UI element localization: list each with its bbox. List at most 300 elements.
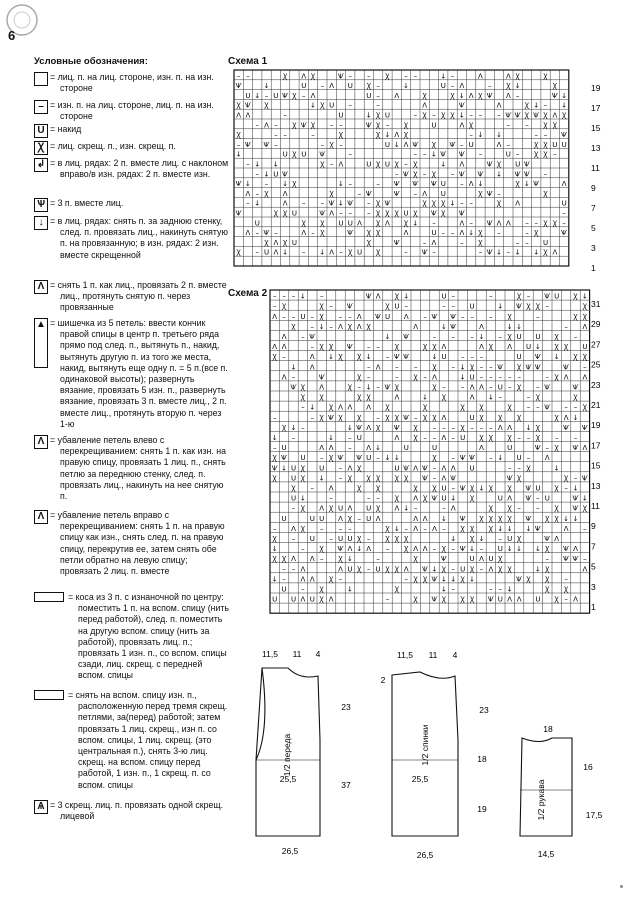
scheme2-grid-cell-symbol: Ꭓ	[300, 524, 306, 533]
scheme1-grid-cell-symbol: –	[497, 229, 501, 238]
scheme1-grid-cell-symbol: Ꭓ	[375, 209, 381, 218]
scheme1-grid-cell-symbol: ↓	[254, 91, 261, 100]
scheme2-grid-cell-symbol: –	[366, 535, 371, 543]
scheme2-grid-cell-symbol: –	[498, 585, 503, 594]
legend-symbol: Ꭓ	[34, 141, 48, 155]
scheme2-grid-cell-symbol: –	[376, 343, 380, 352]
scheme1-grid-cell-symbol: ↓	[365, 111, 372, 120]
scheme2-grid-cell-symbol: ↓	[497, 302, 504, 311]
scheme2-grid-cell-symbol: Ꭓ	[366, 393, 371, 402]
scheme2-grid-cell-symbol: Ꭓ	[328, 504, 334, 513]
scheme1-grid-cell-symbol: Ѱ	[421, 248, 428, 257]
scheme2-grid-cell-symbol: Ꭓ	[422, 413, 428, 422]
scheme2-grid-cell-symbol: Λ	[338, 322, 343, 331]
scheme1-grid-cell-symbol: Ꭓ	[543, 219, 548, 228]
scheme1-grid-cell-symbol: Λ	[329, 248, 335, 257]
scheme2-grid-cell-symbol: ↓	[309, 403, 316, 412]
scheme1-grid-cell-symbol: Λ	[515, 199, 521, 208]
scheme1-grid-cell-symbol: ↓	[496, 248, 502, 257]
scheme2-grid-cell-symbol: –	[479, 545, 484, 554]
scheme2-grid-cell-symbol: –	[338, 575, 343, 584]
scheme1-grid-cell-symbol: Ѱ	[235, 209, 242, 218]
scheme1-grid-cell-symbol: –	[506, 140, 511, 149]
scheme2-grid-cell-symbol: Ꭓ	[319, 595, 324, 604]
scheme2-grid-cell-symbol: Ꭓ	[328, 343, 334, 352]
scheme2-grid-cell-symbol: ↓	[271, 545, 278, 554]
scheme2-grid-cell-symbol: –	[479, 373, 484, 382]
scheme2-grid-cell-symbol: ↓	[506, 322, 513, 331]
scheme1-grid-cell-symbol: –	[367, 72, 371, 81]
scheme1-grid-cell-symbol: Ꭓ	[431, 170, 437, 179]
scheme2-grid-cell-symbol: Λ	[563, 413, 569, 422]
page-number: 6	[8, 28, 16, 43]
scheme1-grid-cell-symbol: Ꭓ	[413, 160, 418, 169]
scheme2-grid-cell-symbol: Ѱ	[459, 545, 466, 554]
scheme1-grid-cell-symbol: –	[339, 140, 343, 149]
scheme2-grid-cell-symbol: Ꭓ	[535, 434, 541, 442]
scheme2-grid-cell-symbol: Ꭓ	[479, 413, 484, 422]
scheme2-grid-cell-symbol: Ꭓ	[460, 575, 465, 584]
scheme2-grid-cell-symbol: –	[451, 585, 456, 594]
scheme2-grid-cell-symbol: Ꭓ	[488, 343, 494, 352]
scheme2-title: Схема 2	[228, 288, 268, 299]
scheme1-grid-cell-symbol: Ѱ	[440, 150, 447, 159]
scheme2-grid-cell-symbol: Λ	[300, 575, 306, 584]
scheme1-grid-cell-symbol: –	[525, 229, 529, 238]
scheme2-grid-cell-symbol: Ꭓ	[498, 565, 503, 574]
scheme2-grid-cell-symbol: Ꭓ	[300, 504, 306, 513]
scheme2-grid-cell-symbol: Ꭓ	[545, 545, 550, 554]
scheme2-grid-cell-symbol: Ꭓ	[347, 383, 353, 392]
scheme2-grid-cell-symbol: ↓	[450, 494, 457, 503]
scheme1-grid-cell-symbol: ↓	[533, 248, 540, 257]
scheme2-grid-cell-symbol: Ѱ	[403, 353, 410, 362]
scheme1-grid-cell-symbol: –	[497, 189, 501, 198]
scheme2-grid-cell-symbol: –	[366, 494, 371, 503]
scheme2-grid-cell-symbol: Ѱ	[581, 474, 588, 483]
scheme2-grid-cell-symbol: Ꭓ	[366, 322, 371, 331]
scheme2-grid-cell-symbol: –	[451, 302, 456, 311]
scheme2-grid-cell-symbol: Λ	[479, 343, 484, 352]
scheme1-grid-cell-symbol: Ѱ	[337, 72, 344, 81]
scheme2-grid-cell-symbol: ↓	[356, 545, 363, 554]
scheme1-grid-cell-symbol: –	[274, 121, 278, 130]
scheme1-grid-cell-symbol: Ꭓ	[282, 238, 288, 247]
scheme1-title: Схема 1	[228, 56, 268, 67]
scheme1-grid-cell-symbol: –	[367, 209, 371, 218]
scheme2-grid-cell-symbol: Λ	[375, 292, 381, 301]
scheme1-grid-cell-symbol: U	[384, 140, 391, 149]
scheme2-grid-cell-symbol: –	[489, 383, 493, 392]
scheme2-grid-cell-symbol: –	[489, 292, 493, 301]
legend-text: = изн. п. на лиц. стороне, лиц. п. на изн. стороне	[60, 100, 229, 122]
scheme2-grid-cell-symbol: –	[451, 484, 456, 493]
scheme1-grid-cell-symbol: Λ	[459, 160, 465, 169]
scheme1-grid-cell-symbol: Ѱ	[300, 121, 307, 130]
scheme2-grid-cell-symbol: Ꭓ	[469, 524, 475, 533]
scheme2-grid-cell-symbol: –	[507, 373, 512, 382]
scheme2-grid-cell-symbol: –	[479, 363, 484, 372]
scheme1-row-label: 1	[591, 263, 596, 273]
scheme2-grid-cell-symbol: –	[432, 474, 437, 483]
scheme2-grid-cell-symbol: ↓	[299, 494, 306, 503]
scheme1-grid-cell-symbol: Ѱ	[365, 121, 372, 130]
scheme2-grid-cell-symbol: Ѱ	[346, 343, 353, 352]
scheme2-grid-cell-symbol: Ꭓ	[385, 524, 390, 533]
scheme1-grid-cell-symbol: U	[542, 238, 549, 247]
scheme1-row-label: 5	[591, 223, 596, 233]
scheme2-grid-cell-symbol: Λ	[394, 504, 400, 513]
scheme2-grid-cell-symbol: Ꭓ	[272, 535, 277, 543]
scheme2-grid-cell-symbol: U	[525, 343, 532, 352]
scheme2-row-label: 31	[591, 299, 601, 309]
scheme1-grid-cell-symbol: –	[376, 91, 380, 100]
scheme1-grid-cell-symbol: Ѱ	[458, 101, 465, 110]
scheme1-grid-cell-symbol: Ꭓ	[329, 140, 334, 149]
scheme2-grid-cell-symbol: U	[290, 464, 297, 473]
scheme2-grid-cell-symbol: U	[582, 343, 588, 352]
scheme2-grid-cell-symbol: U	[516, 333, 522, 341]
scheme2-grid-cell-symbol: –	[404, 575, 409, 584]
scheme2-grid-cell-symbol: ↓	[506, 585, 513, 594]
scheme2-grid-cell-symbol: U	[441, 484, 447, 493]
scheme2-grid-cell-symbol: –	[319, 292, 324, 301]
scheme2-grid-cell-symbol: Ꭓ	[507, 514, 512, 523]
legend-text: = лиц. п. на лиц. стороне, изн. п. на изн. стороне	[60, 72, 229, 94]
scheme2-grid-cell-symbol: –	[442, 383, 446, 392]
scheme2-grid-cell-symbol: U	[460, 434, 466, 442]
scheme2-grid-cell-symbol: Ꭓ	[441, 393, 447, 402]
scheme2-grid-cell-symbol: –	[272, 413, 277, 422]
scheme2-grid-cell-symbol: –	[310, 413, 315, 422]
scheme2-grid-cell-symbol: Ꭓ	[516, 474, 522, 483]
scheme2-grid-cell-symbol: Ꭓ	[300, 474, 306, 483]
legend-symbol: –	[34, 100, 48, 114]
scheme1-grid-cell-symbol: Ꭓ	[422, 111, 427, 120]
scheme2-grid-cell-symbol: –	[583, 524, 587, 533]
scheme1-grid-cell-symbol: ↓	[458, 91, 465, 100]
scheme1-grid-cell-symbol: –	[543, 131, 548, 140]
scheme2-grid-cell-symbol: ↓	[516, 322, 523, 331]
scheme2-grid-cell-symbol: U	[441, 494, 447, 503]
scheme1-grid-cell-symbol: Ѱ	[244, 101, 251, 110]
scheme2-grid-cell-symbol: Ꭓ	[281, 555, 287, 564]
scheme2-grid-cell-symbol: ↓	[469, 575, 476, 584]
scheme1-grid-cell-symbol: –	[488, 82, 492, 91]
scheme2-grid-cell-symbol: U	[319, 464, 325, 473]
scheme2-grid-cell-symbol: Ѱ	[469, 454, 476, 463]
scheme2-grid-cell-symbol: Ꭓ	[319, 413, 324, 422]
scheme2-grid-cell-symbol: –	[460, 383, 465, 392]
scheme2-grid-cell-symbol: ↓	[478, 535, 485, 543]
scheme2-grid-cell-symbol: –	[536, 504, 540, 513]
scheme2-grid-cell-symbol: Ꭓ	[394, 474, 400, 483]
scheme1-grid-cell-symbol: –	[339, 121, 343, 130]
scheme2-grid-cell-symbol: Λ	[375, 363, 381, 372]
scheme2-grid-cell-symbol: Ꭓ	[554, 484, 559, 493]
scheme2-grid-cell-symbol: –	[366, 373, 371, 382]
scheme2-grid-cell-symbol: U	[469, 413, 475, 422]
scheme2-grid-cell-symbol: Ꭓ	[488, 504, 494, 513]
scheme2-grid-cell-symbol: –	[385, 595, 390, 604]
scheme2-grid-cell-symbol: –	[517, 504, 521, 513]
scheme2-grid-cell-symbol: Ѱ	[375, 312, 382, 321]
scheme2-row-label: 1	[591, 602, 596, 612]
scheme2-grid-cell-symbol: ↓	[572, 484, 579, 493]
scheme2-grid-cell-symbol: Ꭓ	[469, 595, 475, 604]
scheme2-grid-cell-symbol: U	[460, 565, 466, 574]
scheme2-grid-cell-symbol: –	[583, 363, 587, 372]
scheme1-grid-cell-symbol: U	[347, 82, 353, 91]
scheme1-grid-cell-symbol: –	[404, 160, 408, 169]
scheme2-grid-cell-symbol: –	[498, 393, 503, 402]
scheme1-grid-cell-symbol: Ꭓ	[301, 219, 307, 228]
scheme2-grid-cell-symbol: Λ	[347, 403, 353, 412]
scheme2-grid-cell-symbol: Ꭓ	[488, 484, 494, 493]
front-top-measure: 11	[292, 649, 302, 659]
scheme1-grid-cell-symbol: U	[291, 209, 298, 218]
scheme2-grid-cell-symbol: Ѱ	[422, 474, 429, 483]
scheme2-grid-cell-symbol: Λ	[507, 595, 513, 604]
scheme2-grid-cell-symbol: Λ	[469, 383, 475, 392]
scheme2-grid-cell-symbol: Ꭓ	[507, 434, 512, 442]
scheme2-grid-cell-symbol: Ѱ	[422, 464, 429, 473]
scheme1-grid-cell-symbol: Ѱ	[430, 209, 437, 218]
scheme2-grid-cell-symbol: Ꭓ	[404, 474, 409, 483]
scheme2-grid-cell-symbol: ↓	[281, 464, 288, 473]
scheme2-grid-cell-symbol: Ꭓ	[554, 333, 559, 341]
scheme1-grid-cell-symbol: Ꭓ	[366, 82, 372, 91]
scheme2-grid-cell-symbol: U	[356, 434, 362, 442]
scheme1-grid-cell-symbol: Ꭓ	[236, 131, 241, 140]
scheme2-grid-cell-symbol: ↓	[384, 454, 391, 463]
legend-symbol: U	[34, 124, 48, 138]
scheme1-grid-cell-symbol: Ꭓ	[329, 189, 334, 198]
scheme2-grid-cell-symbol: Λ	[479, 383, 484, 392]
scheme2-grid-cell-symbol: U	[507, 535, 513, 543]
scheme2-grid-cell-symbol: Λ	[394, 393, 400, 402]
scheme2-grid-cell-symbol: –	[460, 312, 465, 321]
scheme2-grid-cell-symbol: Λ	[563, 373, 569, 382]
scheme1-grid-cell-symbol: Λ	[552, 111, 558, 120]
scheme1-grid-cell-symbol: Ꭓ	[496, 199, 502, 208]
scheme2-grid-cell-symbol: Λ	[554, 535, 560, 543]
scheme2-grid-cell-symbol: U	[469, 464, 475, 473]
scheme2-grid-cell-symbol: ↓	[487, 393, 494, 402]
scheme2-grid-cell-symbol: Ꭓ	[479, 403, 484, 412]
scheme1-grid-cell-symbol: Ꭓ	[496, 160, 502, 169]
sleeve-right-measure: 16	[583, 762, 593, 772]
scheme2-row-label: 11	[591, 501, 600, 511]
scheme2-grid-cell-symbol: Ꭓ	[385, 535, 390, 543]
scheme1-grid-cell-symbol: Ꭓ	[264, 189, 269, 198]
scheme2-grid-cell-symbol: Ѱ	[290, 383, 297, 392]
scheme2-grid-cell-symbol: Λ	[479, 444, 484, 453]
scheme1-grid-cell-symbol: –	[376, 180, 380, 189]
scheme1-grid-cell-symbol: –	[311, 229, 315, 238]
scheme2-grid-cell-symbol: U	[469, 302, 475, 311]
front-label: 1/2 переда	[282, 733, 292, 777]
scheme2-grid-cell-symbol: –	[291, 434, 296, 442]
scheme2-grid-cell-symbol: Λ	[272, 312, 278, 321]
scheme2-grid-cell-symbol: –	[291, 535, 296, 543]
scheme2-grid-cell-symbol: U	[516, 353, 522, 362]
scheme1-grid-cell-symbol: –	[348, 101, 352, 110]
scheme1-grid-cell-symbol: U	[366, 160, 372, 169]
scheme1-grid-cell-symbol: ↓	[468, 229, 475, 238]
front-top-measure: 11,5	[262, 649, 278, 659]
scheme2-grid-cell-symbol: ↓	[525, 423, 532, 432]
scheme2-grid-cell-symbol: Ꭓ	[385, 302, 390, 311]
scheme2-grid-cell-symbol: ↓	[534, 545, 541, 554]
scheme1-grid-cell-symbol: Ꭓ	[431, 199, 437, 208]
scheme1-grid-cell-symbol: Ꭓ	[292, 150, 297, 159]
scheme2-grid-cell-symbol: Ѱ	[337, 454, 344, 463]
scheme1-grid-cell-symbol: –	[264, 91, 269, 100]
scheme2-grid-cell-symbol: Λ	[507, 343, 513, 352]
scheme2-row-label: 7	[591, 541, 596, 552]
scheme2-grid-cell-symbol: –	[432, 434, 437, 442]
scheme1-grid-cell-symbol: ↓	[496, 170, 502, 179]
scheme2-grid-cell-symbol: Ѱ	[281, 454, 288, 463]
scheme2-grid-cell-symbol: –	[451, 565, 456, 574]
scheme2-grid-cell-symbol: Ѱ	[516, 302, 523, 311]
scheme2-grid-cell-symbol: Λ	[582, 373, 588, 382]
scheme1-row-label: 15	[591, 123, 601, 133]
legend-text: = снять на вспом. спицу изн. п., расположенную перед тремя скрещ. петлями, за(перед) работой; затем провязать 1 лиц. скрещ., изн п. со вспом. спицы, 1 лиц. скрещ. (это центральная п.), снять 3-ю лиц. скрещ. на вспом. спицу перед работой, 1 изн. п., 1 скрещ. п. со вспом. спицы	[78, 690, 229, 791]
scheme1-grid-cell-symbol: Λ	[459, 121, 465, 130]
scheme1-grid-cell-symbol: –	[422, 170, 427, 179]
legend-text: = 3 скрещ. лиц. п. провязать одной скрещ. лицевой	[60, 800, 229, 822]
scheme2-grid-cell-symbol: Ѱ	[525, 494, 532, 503]
scheme2-grid-cell-symbol: –	[545, 555, 550, 564]
legend-symbol: ↓	[34, 216, 48, 230]
scheme2-grid-cell-symbol: –	[423, 373, 427, 382]
scheme2-grid-cell-symbol: Ꭓ	[281, 302, 287, 311]
scheme1-grid-cell-symbol: Ѱ	[393, 180, 400, 189]
scheme1-grid-cell-symbol: ↓	[449, 199, 456, 208]
scheme2-grid-cell-symbol: U	[431, 444, 438, 453]
scheme2-grid-cell-symbol: Ѱ	[581, 423, 588, 432]
scheme2-grid-cell-symbol: –	[291, 373, 296, 382]
scheme2-grid-cell-symbol: ↓	[506, 524, 513, 533]
scheme2-grid-cell-symbol: Ꭓ	[328, 575, 334, 584]
scheme1-grid-cell-symbol: U	[273, 91, 279, 100]
scheme2-grid-cell-symbol: –	[357, 383, 362, 392]
scheme1-grid-cell-symbol: Ꭓ	[403, 131, 409, 140]
scheme2-grid-cell-symbol: –	[545, 302, 550, 311]
scheme2-grid-cell-symbol: –	[366, 565, 371, 574]
scheme2-grid-cell-symbol: Ꭓ	[328, 454, 334, 463]
scheme1-grid-cell-symbol: –	[283, 111, 287, 120]
scheme1-grid-cell-symbol: –	[339, 248, 343, 257]
sleeve-piece-outline	[520, 738, 572, 836]
scheme1-grid-cell-symbol: Ꭓ	[375, 111, 381, 120]
scheme1-grid-cell-symbol: –	[348, 180, 352, 189]
scheme1-grid-cell-symbol: –	[367, 199, 371, 208]
scheme2-grid-cell-symbol: Ѱ	[365, 292, 372, 301]
scheme2-grid-cell-symbol: –	[338, 464, 343, 473]
scheme2-grid-cell-symbol: Ꭓ	[394, 413, 400, 422]
scheme1-grid-cell-symbol: –	[283, 131, 287, 140]
scheme1-grid-cell-symbol: Λ	[264, 121, 269, 130]
scheme1-grid-cell-symbol: Ꭓ	[236, 248, 241, 257]
scheme2-grid-cell-symbol: Λ	[281, 343, 287, 352]
scheme1-grid-cell-symbol: –	[413, 189, 418, 198]
legend-symbol: Ѱ	[34, 198, 48, 212]
scheme2-grid-cell-symbol: Ꭓ	[516, 363, 522, 372]
scheme2-grid-cell-symbol: U	[497, 494, 503, 503]
scheme2-grid-cell-symbol: U	[384, 312, 391, 321]
scheme1-grid-cell-symbol: –	[460, 238, 464, 247]
scheme2-grid-cell-symbol: Ꭓ	[338, 555, 343, 564]
scheme2-grid-cell-symbol: Λ	[328, 595, 334, 604]
scheme1-grid-cell-symbol: –	[357, 189, 362, 198]
scheme2-grid-cell-symbol: Λ	[328, 444, 334, 453]
scheme1-grid-cell-symbol: ↓	[282, 180, 289, 189]
scheme2-grid-cell-symbol: ↓	[375, 444, 382, 453]
scheme2-grid-cell-symbol: ↓	[365, 353, 372, 362]
scheme2-grid-cell-symbol: Λ	[281, 373, 287, 382]
front-bottom-measure: 26,5	[281, 846, 299, 856]
scheme2-grid-cell-symbol: Ꭓ	[328, 403, 334, 412]
scheme1-grid-cell-symbol: –	[525, 219, 529, 228]
scheme2-grid-cell-symbol: Ꭓ	[413, 575, 418, 584]
legend-text: = в лиц. рядах: 2 п. вместе лиц. с наклоном вправо/в изн. рядах: 2 п. вместе изн.	[60, 158, 229, 180]
scheme1-grid-cell-symbol: Ꭓ	[533, 150, 539, 159]
scheme1-row-label: 7	[591, 203, 596, 213]
scheme2-grid-cell-symbol: –	[423, 312, 427, 321]
scheme1-row-label: 9	[591, 183, 596, 193]
scheme1-grid-cell-symbol: Ꭓ	[478, 229, 483, 238]
scheme2-grid-cell-symbol: Ꭓ	[432, 363, 437, 372]
scheme1-grid-cell-symbol: –	[450, 170, 455, 179]
scheme2-grid-cell-symbol: Ꭓ	[582, 312, 588, 321]
scheme1-grid-cell-symbol: U	[263, 248, 270, 257]
scheme2-grid-cell-symbol: Ꭓ	[319, 545, 324, 554]
scheme1-grid-cell-symbol: –	[543, 101, 548, 110]
scheme2-grid-cell-symbol: Ѱ	[544, 292, 551, 301]
scheme2-grid-cell-symbol: ↓	[440, 585, 447, 594]
scheme2-grid-cell-symbol: Ꭓ	[488, 514, 494, 523]
scheme2-grid-cell-symbol: U	[300, 312, 306, 321]
scheme1-grid-cell-symbol: Ѱ	[384, 199, 391, 208]
scheme2-grid-cell-symbol: Ѱ	[563, 363, 570, 372]
scheme2-grid-cell-symbol: –	[451, 423, 456, 432]
scheme1-grid-cell-symbol: U	[329, 101, 335, 110]
scheme2-grid-cell-symbol: ↓	[346, 423, 353, 432]
scheme2-grid-cell-symbol: U	[290, 595, 297, 604]
scheme1-grid-cell-symbol: –	[515, 150, 520, 159]
scheme1-grid-cell-symbol: Ꭓ	[515, 72, 520, 81]
scheme2-grid-cell-symbol: Ꭓ	[413, 595, 418, 604]
scheme1-grid-cell-symbol: –	[460, 199, 464, 208]
scheme1-grid-cell-symbol: Ѱ	[319, 209, 326, 218]
scheme1-grid-cell-symbol: –	[562, 209, 566, 218]
scheme2-grid-cell-symbol: –	[489, 585, 493, 594]
scheme2-grid-cell-symbol: Λ	[450, 464, 456, 473]
scheme2-grid-cell-symbol: Ѱ	[563, 545, 570, 554]
scheme2-grid-cell-symbol: Λ	[394, 434, 400, 442]
scheme1-grid-cell-symbol: Ꭓ	[524, 101, 530, 110]
scheme2-grid-cell-symbol: ↓	[431, 353, 438, 362]
front-top-measure: 4	[315, 649, 321, 659]
scheme1-grid-cell-symbol: Ꭓ	[375, 121, 381, 130]
scheme2-grid-cell-symbol: –	[564, 403, 568, 412]
scheme2-grid-cell-symbol: –	[451, 363, 456, 372]
scheme2-grid-cell-symbol: Ꭓ	[507, 312, 512, 321]
scheme2-grid-cell-symbol: U	[272, 595, 278, 604]
